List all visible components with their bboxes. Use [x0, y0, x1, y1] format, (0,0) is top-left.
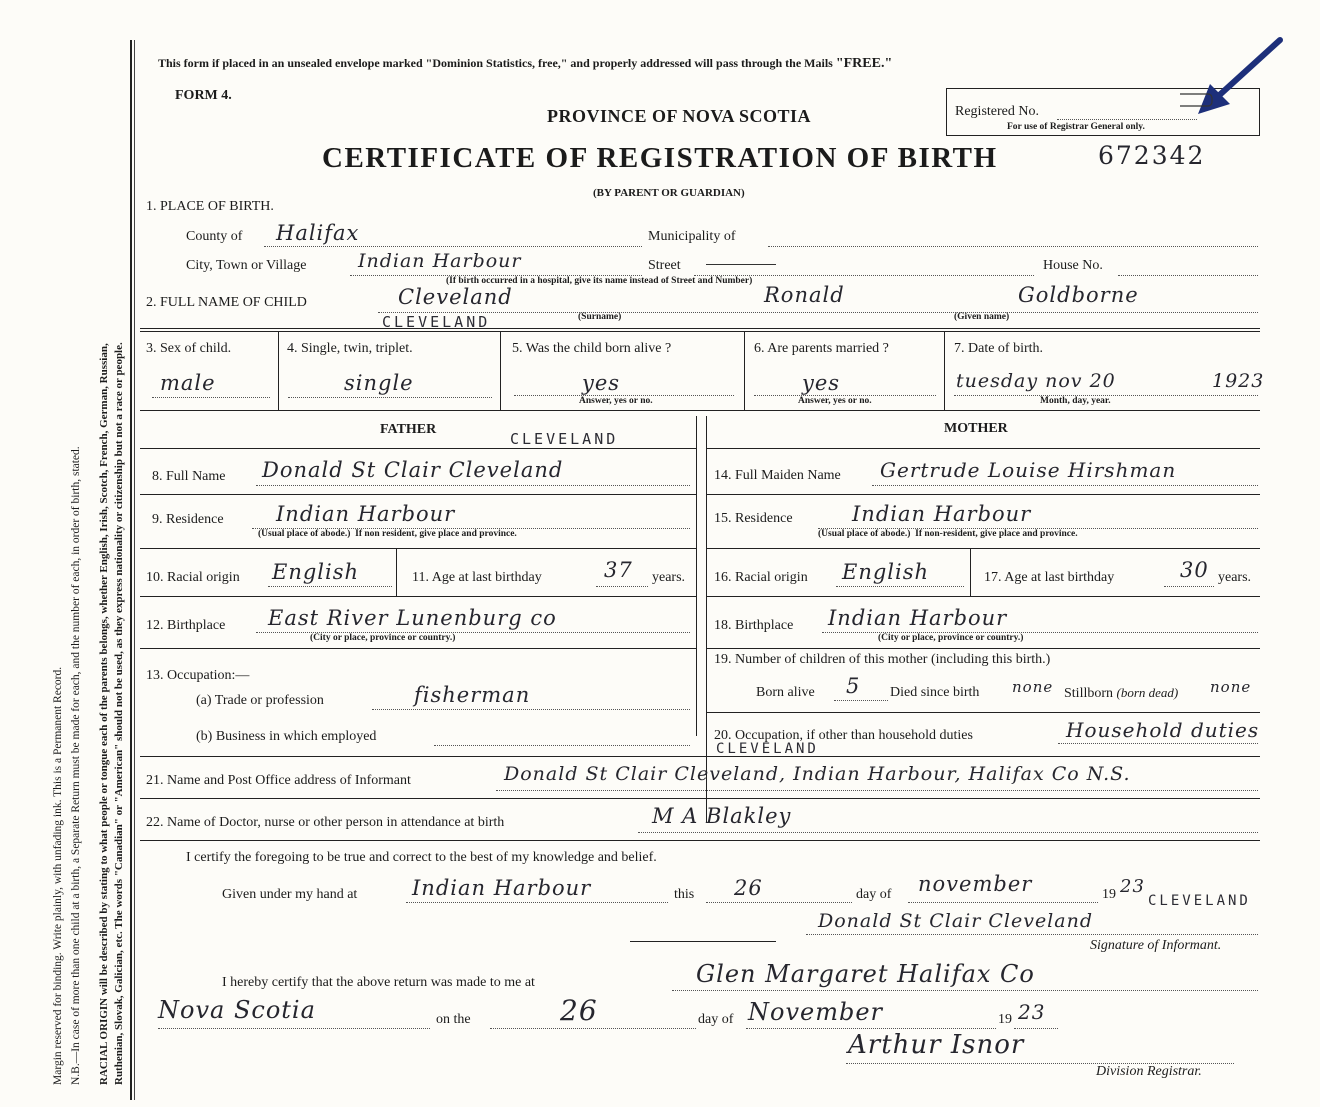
doctor-value: M A Blakley — [652, 804, 792, 828]
father-age-label: 11. Age at last birthday — [412, 570, 542, 585]
mother-res-label: 15. Residence — [714, 511, 793, 526]
child-surname-stamp: CLEVELAND — [382, 313, 491, 331]
mother-residence: Indian Harbour — [852, 502, 1032, 526]
mail-notice: This form if placed in an unsealed envelope marked "Dominion Statistics, free," and properly addressed will pass through the Mails "FREE." — [158, 56, 893, 71]
registrar-place: Glen Margaret Halifax Co — [696, 960, 1035, 988]
mother-occupation: Household duties — [1066, 718, 1260, 742]
binding-rule-inner — [134, 40, 135, 1100]
born-alive-value: 5 — [846, 674, 861, 698]
mother-years: years. — [1218, 570, 1252, 585]
father-res-caption: (Usual place of abode.) If non resident, give place and province. — [258, 529, 517, 539]
alive-value: yes — [582, 371, 621, 395]
mother-name: Gertrude Louise Hirshman — [880, 458, 1177, 482]
given-year-prefix: 19 — [1102, 887, 1116, 902]
given-year: 23 — [1120, 876, 1145, 897]
plurality-label: 4. Single, twin, triplet. — [287, 341, 413, 356]
stillborn-label: Stillborn (born dead) — [1064, 685, 1179, 701]
street-label: Street — [648, 258, 681, 273]
child-name-label: 2. FULL NAME OF CHILD — [146, 295, 307, 310]
certificate-title: CERTIFICATE OF REGISTRATION OF BIRTH — [322, 142, 998, 174]
registrar-month: November — [748, 998, 884, 1026]
mother-age-label: 17. Age at last birthday — [984, 570, 1115, 585]
child-given-2: Goldborne — [1018, 283, 1139, 307]
occupation-heading: 13. Occupation:— — [146, 668, 250, 683]
this-label: this — [674, 887, 695, 902]
county-value: Halifax — [276, 221, 360, 245]
mother-birthplace-caption: (City or place, province or country.) — [878, 633, 1024, 643]
margin-note-4: Ruthenian, Slovak, Galician, etc. The words "Canadian" or "American" should not be used, as they express nationality or citizenship but not a race or people. — [113, 342, 125, 1085]
given-month: november — [918, 872, 1033, 896]
mother-race: English — [842, 560, 930, 584]
registrar-year: 23 — [1018, 1000, 1046, 1024]
business-label: (b) Business in which employed — [196, 729, 377, 744]
registrar-day: 26 — [560, 994, 598, 1027]
surname-caption: (Surname) — [578, 312, 622, 322]
occupation-stamp: CLEVELAND — [716, 741, 819, 757]
father-name-label: 8. Full Name — [152, 469, 226, 484]
mother-birthplace: Indian Harbour — [828, 606, 1008, 630]
father-birthplace-label: 12. Birthplace — [146, 618, 226, 633]
dob-label: 7. Date of birth. — [954, 341, 1044, 356]
certify-text: I certify the foregoing to be true and correct to the best of my knowledge and belief. — [186, 850, 657, 865]
signature-stamp: CLEVELAND — [1148, 893, 1251, 909]
mother-age: 30 — [1180, 558, 1209, 582]
city-label: City, Town or Village — [186, 258, 307, 273]
trade-label: (a) Trade or profession — [196, 693, 324, 708]
given-day-of-label: day of — [856, 887, 892, 902]
father-age: 37 — [604, 558, 633, 582]
married-label: 6. Are parents married ? — [754, 341, 889, 356]
margin-note-3: RACIAL ORIGIN will be described by stating to what people or tongue each of the parents belongs, whether English, Irish, Scotch, French, German, Russian, — [98, 343, 110, 1085]
child-surname: Cleveland — [398, 285, 513, 309]
mother-name-label: 14. Full Maiden Name — [714, 468, 841, 483]
mother-birthplace-label: 18. Birthplace — [714, 618, 794, 633]
registrar-day-of-label: day of — [698, 1012, 734, 1027]
mother-occ-label: 20. Occupation, if other than household duties — [714, 728, 973, 743]
sex-label: 3. Sex of child. — [146, 341, 232, 356]
signature-caption: Signature of Informant. — [1090, 938, 1222, 953]
trade-value: fisherman — [414, 683, 531, 707]
binding-rule — [130, 40, 132, 1100]
arrow-mark-icon — [1180, 34, 1290, 124]
registrar-signature: Arthur Isnor — [848, 1030, 1025, 1060]
married-value: yes — [802, 371, 841, 395]
father-birthplace: East River Lunenburg co — [268, 606, 557, 630]
given-place: Indian Harbour — [412, 876, 592, 900]
certificate-subtitle: (BY PARENT OR GUARDIAN) — [593, 187, 745, 199]
municipality-label: Municipality of — [648, 229, 736, 244]
registrar-caption: Division Registrar. — [1096, 1064, 1202, 1079]
child-given-1: Ronald — [764, 283, 845, 307]
informant-signature: Donald St Clair Cleveland — [818, 910, 1093, 932]
father-heading: FATHER — [380, 422, 437, 437]
place-heading: 1. PLACE OF BIRTH. — [146, 199, 274, 214]
father-residence: Indian Harbour — [276, 502, 456, 526]
father-race-label: 10. Racial origin — [146, 570, 240, 585]
stillborn-value: none — [1210, 678, 1252, 696]
house-label: House No. — [1043, 258, 1103, 273]
registrar-year-prefix: 19 — [998, 1012, 1012, 1027]
city-value: Indian Harbour — [358, 250, 522, 272]
registrar-text: I hereby certify that the above return was made to me at — [222, 975, 535, 990]
on-the-label: on the — [436, 1012, 471, 1027]
plurality-value: single — [344, 371, 414, 395]
mother-res-caption: (Usual place of abode.) If non-resident, give place and province. — [818, 529, 1078, 539]
died-label: Died since birth — [890, 685, 980, 700]
dob-value: tuesday nov 20 — [956, 370, 1116, 392]
children-label: 19. Number of children of this mother (including this birth.) — [714, 652, 1051, 667]
margin-note-2: N.B.—In case of more than one child at a birth, a Separate Return must be made for each, and the number of each, in order of birth, stated. — [70, 446, 82, 1085]
informant-label: 21. Name and Post Office address of Informant — [146, 773, 411, 788]
registered-label: Registered No. — [955, 104, 1039, 119]
province-title: PROVINCE OF NOVA SCOTIA — [547, 106, 812, 126]
sex-value: male — [160, 371, 216, 395]
father-stamp: CLEVELAND — [510, 430, 619, 448]
father-name: Donald St Clair Cleveland — [262, 458, 564, 482]
hospital-note: (If birth occurred in a hospital, give its name instead of Street and Number) — [446, 276, 753, 286]
alive-caption: Answer, yes or no. — [579, 396, 653, 406]
father-years: years. — [652, 570, 686, 585]
registrar-place-2: Nova Scotia — [158, 996, 316, 1024]
mother-heading: MOTHER — [944, 421, 1008, 436]
informant-value: Donald St Clair Cleveland, Indian Harbour, Halifax Co N.S. — [504, 763, 1131, 785]
father-birthplace-caption: (City or place, province or country.) — [310, 633, 456, 643]
born-alive-label: Born alive — [756, 685, 815, 700]
father-res-label: 9. Residence — [152, 512, 224, 527]
alive-label: 5. Was the child born alive ? — [512, 341, 672, 356]
county-label: County of — [186, 229, 243, 244]
handwritten-number: 672342 — [1098, 141, 1206, 170]
father-race: English — [272, 560, 360, 584]
form-number: FORM 4. — [175, 88, 232, 103]
street-dash — [706, 264, 776, 265]
given-caption: (Given name) — [954, 312, 1010, 322]
doctor-label: 22. Name of Doctor, nurse or other person in attendance at birth — [146, 815, 505, 830]
dob-caption: Month, day, year. — [1040, 396, 1111, 406]
given-under-label: Given under my hand at — [222, 887, 358, 902]
died-value: none — [1012, 678, 1054, 696]
given-day: 26 — [734, 876, 763, 900]
married-caption: Answer, yes or no. — [798, 396, 872, 406]
mother-race-label: 16. Racial origin — [714, 570, 808, 585]
dob-year: 1923 — [1212, 370, 1265, 392]
registered-note: For use of Registrar General only. — [1007, 122, 1145, 132]
margin-note-1: Margin reserved for binding. Write plainly, with unfading ink. This is a Permanent Record. — [52, 666, 64, 1085]
